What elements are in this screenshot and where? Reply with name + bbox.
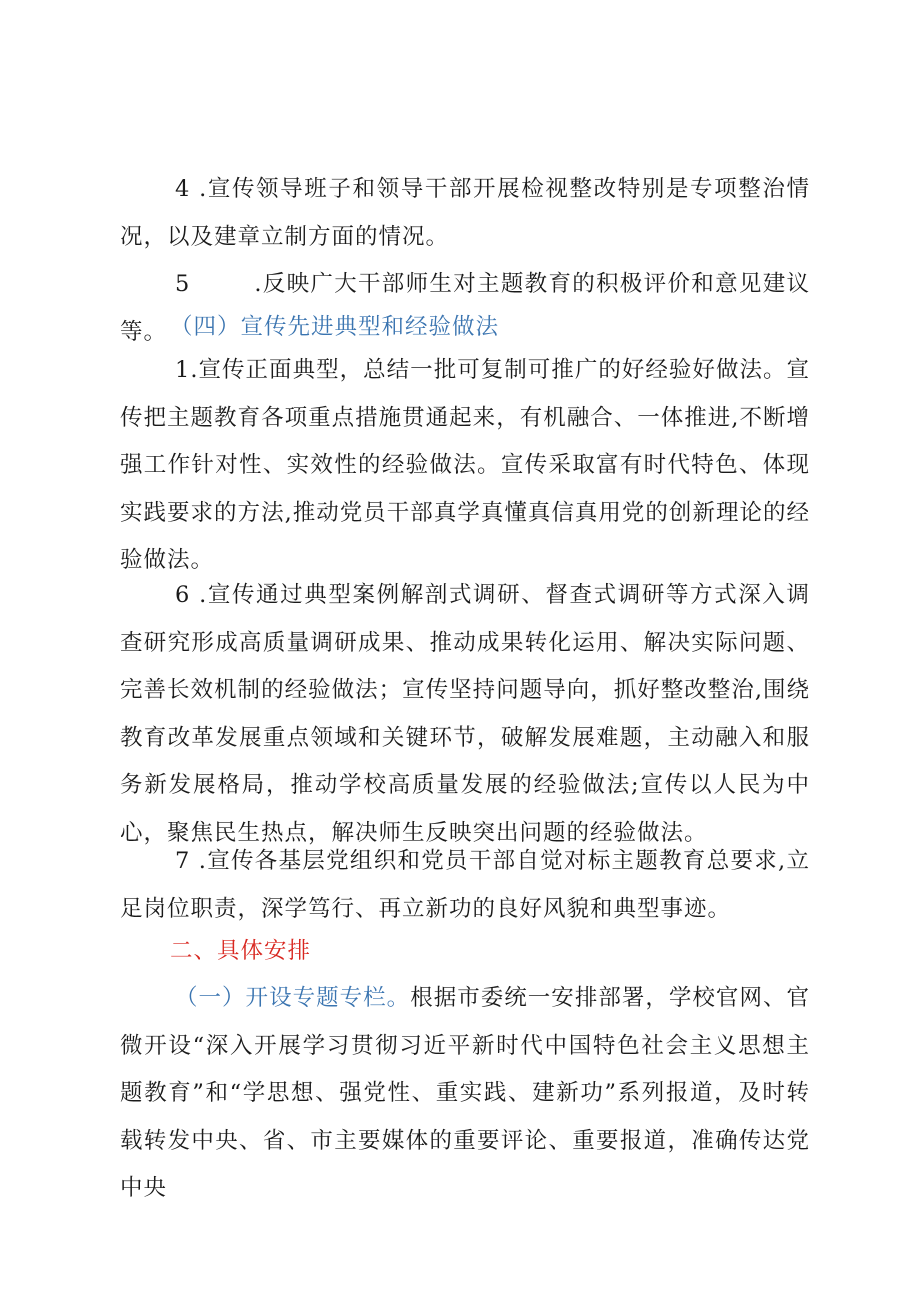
paragraph-item-6: 6 .宣传通过典型案例解剖式调研、督查式调研等方式深入调查研究形成高质量调研成果、推动成果转化运用、解决实际问题、完善长效机制的经验做法；宣传坚持问题导向，抓好整改整治,围绕教育改革发展重点领域和关键环节，破解发展难题，主动融入和服务新发展格局，推动学校高质量发展的经验做法;宣传以人民为中心，聚焦民生热点，解决师生反映突出问题的经验做法。 <box>120 582 810 846</box>
paragraph-item-4: 4 .宣传领导班子和领导干部开展检视整改特别是专项整治情况，以及建章立制方面的情况。 <box>120 176 810 250</box>
item-5-number: 5 <box>175 271 191 297</box>
section-heading-2: 二、具体安排 <box>170 938 312 964</box>
paragraph-item-1: 1.宣传正面典型，总结一批可复制可推广的好经验好做法。宣传把主题教育各项重点措施贯通起来，有机融合、一体推进,不断增强工作针对性、实效性的经验做法。宣传采取富有时代特色、体现实践要求的方法,推动党员干部真学真懂真信真用党的创新理论的经验做法。 <box>120 357 810 573</box>
paragraph-item-7: 7 .宣传各基层党组织和党员干部自觉对标主题教育总要求,立足岗位职责，深学笃行、再立新功的良好风貌和典型事迹。 <box>120 848 810 922</box>
item-5-text: .反映广大干部师生对主题教育的积极评价和意见建议等。 <box>120 271 810 345</box>
section-heading-4: （四）宣传先进典型和经验做法 <box>170 314 500 340</box>
section-1-label: （一）开设专题专栏。 <box>175 985 411 1011</box>
section-1-text: 根据市委统一安排部署，学校官网、官微开设“深入开展学习贯彻习近平新时代中国特色社会主义思想主题教育”和“学思想、强党性、重实践、建新功”系列报道，及时转载转发中央、省、市主要媒体的重要评论、重要报道，准确传达党中央 <box>120 985 810 1201</box>
paragraph-section-1 <box>120 975 810 1213</box>
